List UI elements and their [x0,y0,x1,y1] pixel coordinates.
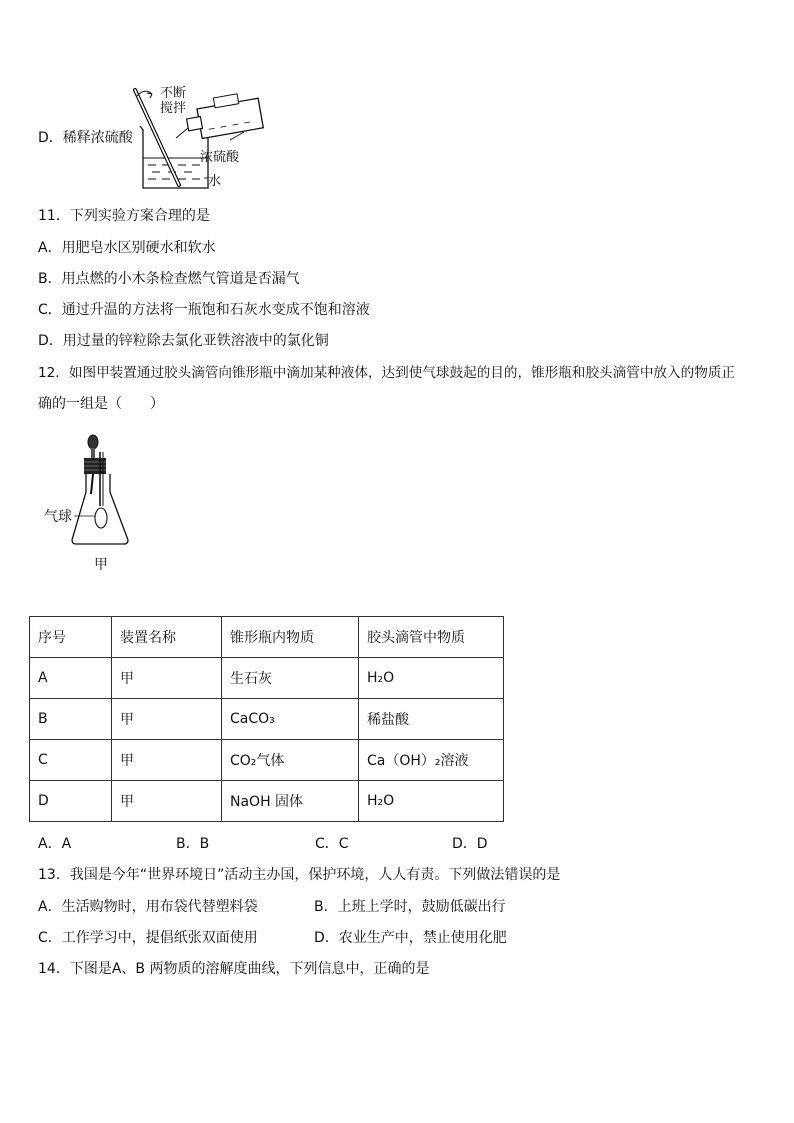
table-cell: 甲 [112,740,222,781]
table-row [30,699,504,740]
header-cell: 胶头滴管中物质 [359,617,504,658]
table-cell: NaOH 固体 [222,781,359,822]
q13-option-b: B．上班上学时，鼓励低碳出行 [314,899,506,915]
q13-option-d: D．农业生产中，禁止使用化肥 [314,930,507,946]
table-cell: Ca（OH）₂溶液 [359,740,504,781]
table-cell: CO₂气体 [222,740,359,781]
table-cell: CaCO₃ [222,699,359,740]
q11-option-a: A．用肥皂水区别硬水和软水 [38,240,216,256]
table-cell: B [30,699,112,740]
stir-label: 不断 搅拌 [160,86,187,116]
q11-option-d: D．用过量的锌粒除去氯化亚铁溶液中的氯化铜 [38,333,329,349]
table-cell: D [30,781,112,822]
q11-option-c: C．通过升温的方法将一瓶饱和石灰水变成不饱和溶液 [38,302,370,318]
q11-stem: 11．下列实验方案合理的是 [38,208,210,224]
water-label: 水 [208,174,222,189]
figure-caption: 甲 [94,557,108,573]
q12-stem-line2: 确的一组是（ ） [38,396,164,412]
table-cell: A [30,658,112,699]
header-cell: 锥形瓶内物质 [222,617,359,658]
q10-option-d: D．稀释浓硫酸 [38,130,133,146]
table-cell: H₂O [359,781,504,822]
q12-option-d: D．D [452,836,488,852]
q12-option-c: C．C [315,836,349,852]
q13-option-a: A．生活购物时，用布袋代替塑料袋 [38,899,258,915]
table-cell: 甲 [112,699,222,740]
q13-option-c: C．工作学习中，提倡纸张双面使用 [38,930,258,946]
header-cell: 装置名称 [112,617,222,658]
table-row [30,781,504,822]
q12-table [29,616,504,822]
q13-stem: 13．我国是今年“世界环境日”活动主办国，保护环境，人人有责。下列做法错误的是 [38,867,561,883]
header-cell: 序号 [30,617,112,658]
q12-stem-line1: 12．如图甲装置通过胶头滴管向锥形瓶中滴加某种液体，达到使气球鼓起的目的，锥形瓶和胶头滴管中放入的物质正 [38,365,735,381]
flask-balloon-figure [66,432,146,550]
table-cell: 甲 [112,781,222,822]
q14-stem: 14．下图是A、B 两物质的溶解度曲线，下列信息中，正确的是 [38,961,430,977]
dilution-figure [126,82,276,194]
q12-option-b: B．B [176,836,210,852]
q12-option-a: A．A [38,836,72,852]
table-row [30,658,504,699]
balloon-label: 气球 [44,509,72,525]
acid-label: 浓硫酸 [200,150,240,165]
q11-option-b: B．用点燃的小木条检查燃气管道是否漏气 [38,271,300,287]
table-cell: C [30,740,112,781]
table-cell: 稀盐酸 [359,699,504,740]
table-cell: 生石灰 [222,658,359,699]
table-cell: H₂O [359,658,504,699]
table-row [30,740,504,781]
table-cell: 甲 [112,658,222,699]
table-header-row [30,617,504,658]
